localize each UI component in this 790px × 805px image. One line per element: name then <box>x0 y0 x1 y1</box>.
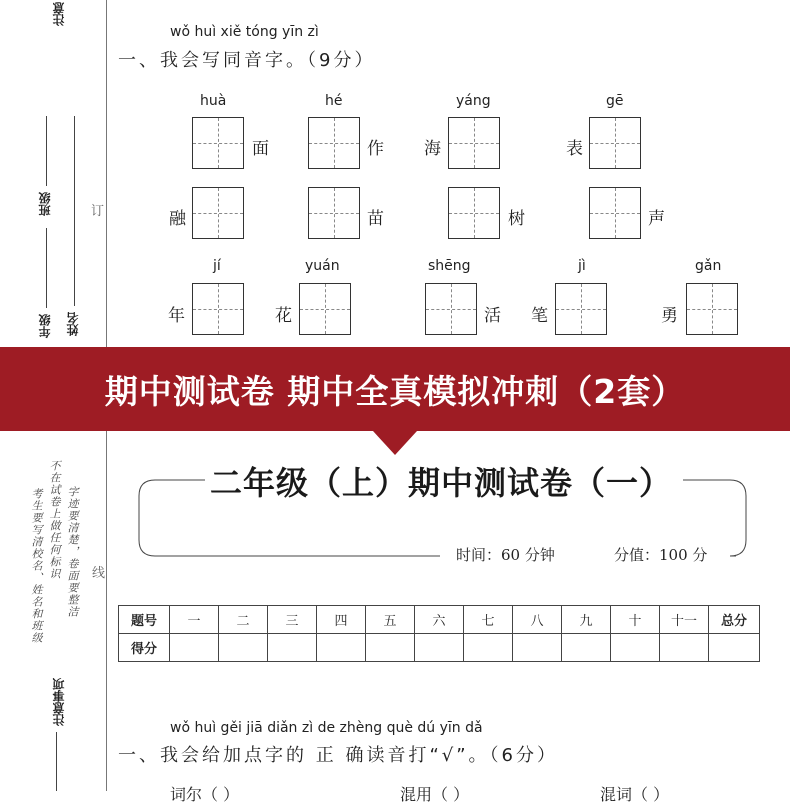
pinyin-he: hé <box>325 93 343 109</box>
char-box[interactable] <box>448 187 500 239</box>
table-header-cell: 题号 <box>119 606 170 634</box>
score-table <box>118 605 760 662</box>
promo-banner <box>0 347 790 431</box>
section1-pinyin: wǒ huì gěi jiā diǎn zì de zhèng què dú yīn dǎ <box>170 720 483 736</box>
bottom-partial-2: 混用（ ） <box>400 785 470 804</box>
margin-top-label: 注意 <box>52 2 66 26</box>
banner-title: 期中测试卷 期中全真模拟冲刺（2套） <box>104 372 686 411</box>
section-title: 一、我会写同音字。（9分） <box>118 50 376 71</box>
score-cell[interactable] <box>415 634 464 662</box>
pinyin-sheng: shēng <box>428 258 471 274</box>
pinyin-yang: yáng <box>456 93 491 109</box>
char-box[interactable] <box>299 283 351 335</box>
char-box[interactable] <box>192 283 244 335</box>
grade-label: 年级 <box>38 314 52 338</box>
pinyin-ji: jí <box>213 258 221 274</box>
char-after: 作 <box>367 139 384 159</box>
score-cell[interactable] <box>562 634 611 662</box>
notes-underline <box>56 732 57 791</box>
score-cell[interactable] <box>366 634 415 662</box>
pinyin-ji4: jì <box>578 258 586 274</box>
name-label: 姓名 <box>66 312 80 336</box>
char-before: 花 <box>275 306 292 326</box>
table-row <box>119 606 760 634</box>
notes-line-1: 考生要写清校名、姓名和班级 <box>30 488 43 644</box>
score-cell[interactable] <box>513 634 562 662</box>
char-before: 笔 <box>531 306 548 326</box>
exam-score: 分值：100 分 <box>614 546 708 564</box>
char-after: 活 <box>484 306 501 326</box>
score-cell[interactable] <box>709 634 760 662</box>
char-box[interactable] <box>448 117 500 169</box>
char-box[interactable] <box>589 187 641 239</box>
section-pinyin: wǒ huì xiě tóng yīn zì <box>170 24 319 40</box>
table-row <box>119 634 760 662</box>
exam-title: 二年级（上）期中测试卷（一） <box>210 464 673 502</box>
table-cell: 八 <box>513 606 562 634</box>
char-box[interactable] <box>555 283 607 335</box>
char-before: 年 <box>168 306 185 326</box>
class-underline <box>46 116 47 186</box>
pinyin-ge: gē <box>606 93 624 109</box>
char-before: 表 <box>566 139 583 159</box>
table-cell: 总分 <box>709 606 760 634</box>
table-cell: 二 <box>219 606 268 634</box>
bottom-partial-1: 词尔（ ） <box>170 785 240 804</box>
pinyin-yuan: yuán <box>305 258 340 274</box>
class-underline-2 <box>46 228 47 308</box>
table-cell: 七 <box>464 606 513 634</box>
name-underline <box>74 116 75 306</box>
table-cell: 三 <box>268 606 317 634</box>
char-after: 苗 <box>367 209 384 229</box>
table-header-cell: 得分 <box>119 634 170 662</box>
char-box[interactable] <box>589 117 641 169</box>
table-cell: 一 <box>170 606 219 634</box>
table-cell: 五 <box>366 606 415 634</box>
table-cell: 六 <box>415 606 464 634</box>
score-cell[interactable] <box>170 634 219 662</box>
score-cell[interactable] <box>464 634 513 662</box>
char-box[interactable] <box>308 117 360 169</box>
char-before: 海 <box>424 139 441 159</box>
score-cell[interactable] <box>611 634 660 662</box>
char-before: 勇 <box>661 306 678 326</box>
table-cell: 十 <box>611 606 660 634</box>
binding-top-mark: 订 <box>91 204 105 219</box>
score-cell[interactable] <box>317 634 366 662</box>
banner-arrow <box>373 431 417 455</box>
char-before: 融 <box>169 209 186 229</box>
class-label: 班级 <box>38 192 52 216</box>
char-after: 树 <box>508 209 525 229</box>
notes-line-2: 不在试卷上做任何标识 <box>48 460 61 580</box>
bottom-partial-3: 混词（ ） <box>600 785 670 804</box>
section1-title: 一、我会给加点字的 正 确读音打“√”。（6分） <box>118 745 559 766</box>
notes-label: 注意事项 <box>52 678 66 726</box>
char-after: 面 <box>252 139 269 159</box>
exam-time: 时间：60 分钟 <box>456 546 555 564</box>
pinyin-hua: huà <box>200 93 227 109</box>
char-box[interactable] <box>192 187 244 239</box>
char-box[interactable] <box>192 117 244 169</box>
notes-line-3: 字迹要清楚，卷面要整洁 <box>66 486 79 618</box>
binding-bottom-mark: 线 <box>92 566 106 581</box>
score-cell[interactable] <box>660 634 709 662</box>
table-cell: 九 <box>562 606 611 634</box>
char-after: 声 <box>648 209 665 229</box>
table-cell: 四 <box>317 606 366 634</box>
char-box[interactable] <box>308 187 360 239</box>
char-box[interactable] <box>425 283 477 335</box>
score-cell[interactable] <box>268 634 317 662</box>
pinyin-gan: gǎn <box>695 258 722 274</box>
table-cell: 十一 <box>660 606 709 634</box>
score-cell[interactable] <box>219 634 268 662</box>
char-box[interactable] <box>686 283 738 335</box>
